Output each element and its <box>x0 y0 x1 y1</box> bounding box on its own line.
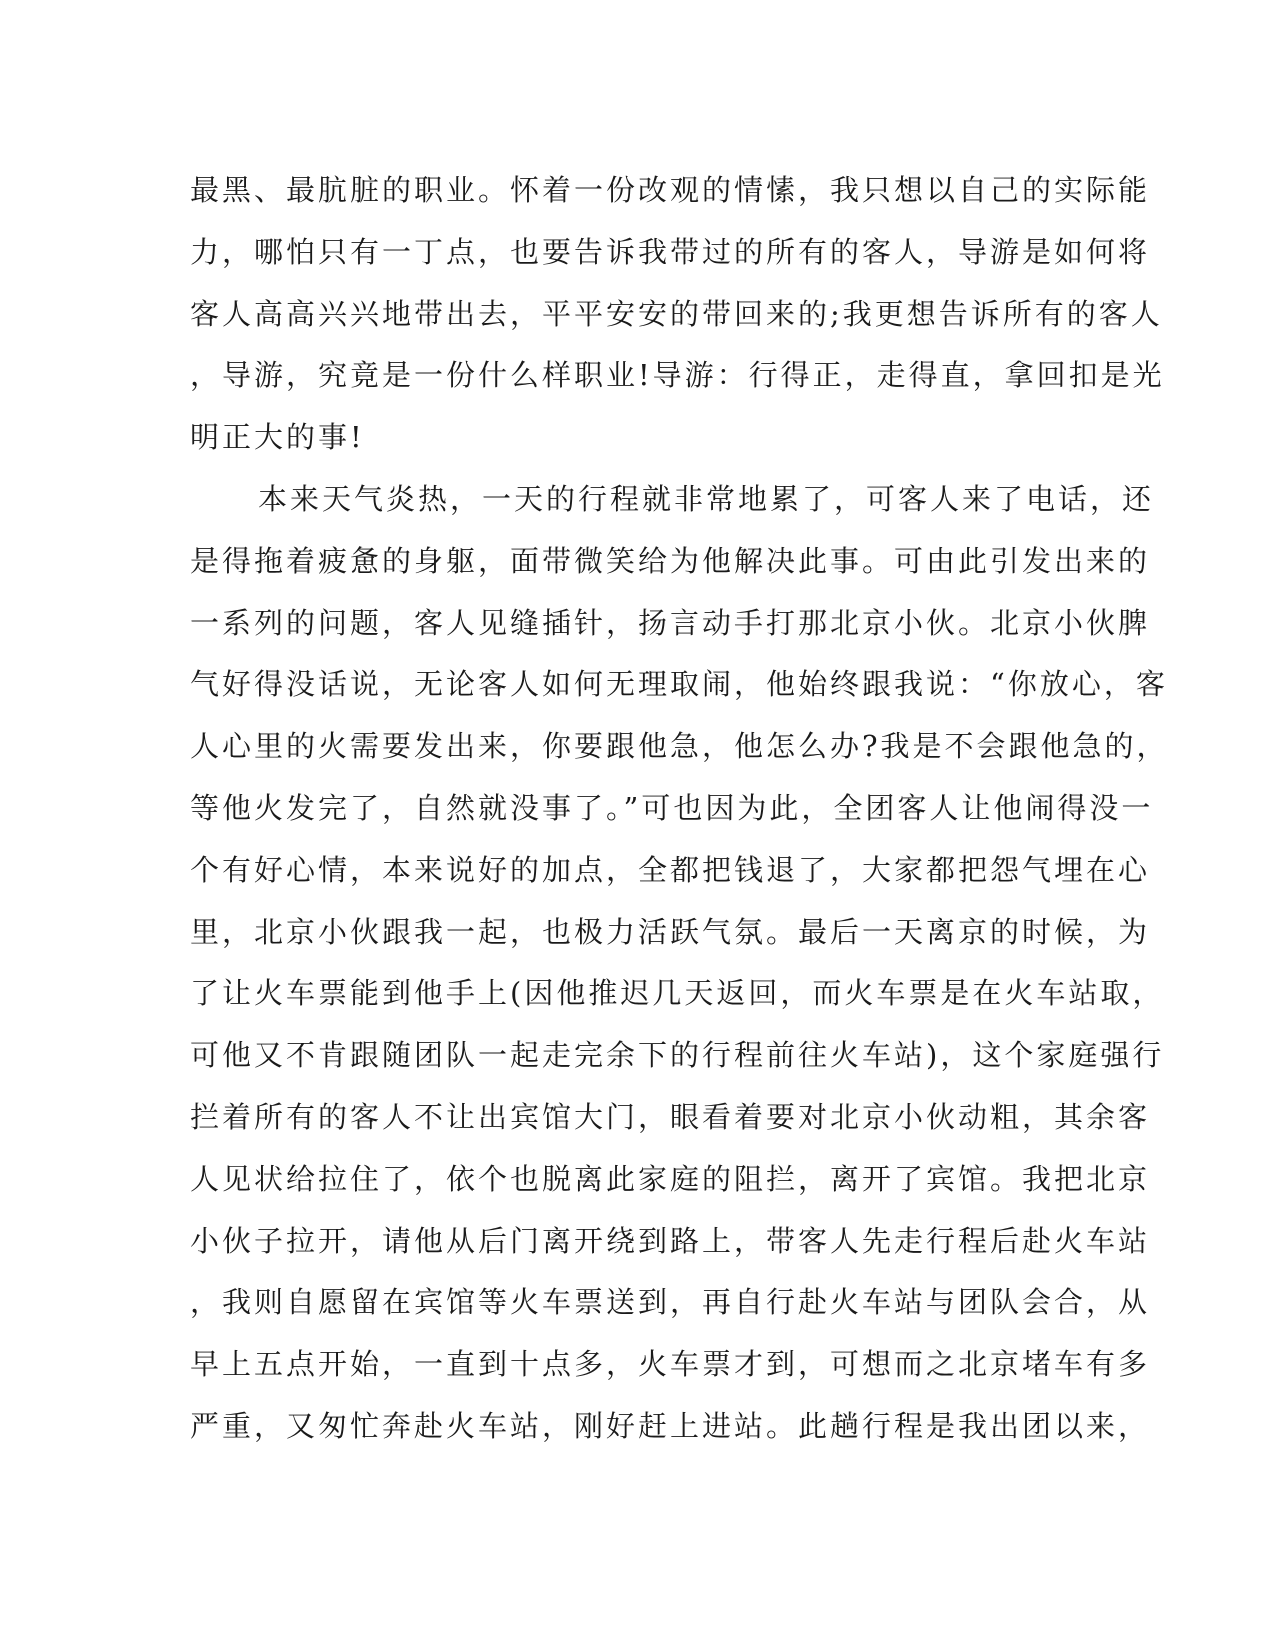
text-line: 最黑、最肮脏的职业。怀着一份改观的情愫，我只想以自己的实际能 <box>190 173 1151 207</box>
text-line: 力，哪怕只有一丁点，也要告诉我带过的所有的客人，导游是如何将 <box>190 234 1151 269</box>
text-line: 小伙子拉开，请他从后门离开绕到路上，带客人先走行程后赴火车站 <box>190 1223 1151 1258</box>
text-line: 严重，又匆忙奔赴火车站，刚好赶上进站。此趟行程是我出团以来， <box>190 1408 1151 1443</box>
text-line: 一系列的问题，客人见缝插针，扬言动手打那北京小伙。北京小伙脾 <box>190 605 1151 640</box>
text-line: 客人高高兴兴地带出去，平平安安的带回来的;我更想告诉所有的客人 <box>190 296 1163 331</box>
text-line: 里，北京小伙跟我一起，也极力活跃气氛。最后一天离京的时候，为 <box>190 914 1151 949</box>
text-line: 是得拖着疲惫的身躯，面带微笑给为他解决此事。可由此引发出来的 <box>190 543 1151 578</box>
paragraph-2 <box>190 469 1169 1458</box>
text-line: 人见状给拉住了，依个也脱离此家庭的阻拦，离开了宾馆。我把北京 <box>190 1161 1151 1196</box>
text-line: 拦着所有的客人不让出宾馆大门，眼看着要对北京小伙动粗，其余客 <box>190 1099 1151 1134</box>
text-line: ，我则自愿留在宾馆等火车票送到，再自行赴火车站与团队会合，从 <box>190 1285 1151 1320</box>
text-line: 早上五点开始，一直到十点多，火车票才到，可想而之北京堵车有多 <box>190 1347 1151 1382</box>
text-line: ，导游，究竟是一份什么样职业!导游：行得正，走得直，拿回扣是光 <box>190 358 1165 393</box>
body-text <box>190 160 1169 1458</box>
text-line: 明正大的事! <box>190 420 365 455</box>
text-line: 本来天气炎热，一天的行程就非常地累了，可客人来了电话，还 <box>258 481 1155 516</box>
paragraph-1 <box>190 160 1165 469</box>
text-line: 个有好心情，本来说好的加点，全都把钱退了，大家都把怨气埋在心 <box>190 852 1151 887</box>
text-line: 人心里的火需要发出来，你要跟他急，他怎么办?我是不会跟他急的， <box>190 729 1169 764</box>
text-line: 气好得没话说，无论客人如何无理取闹，他始终跟我说：“你放心，客 <box>190 667 1168 702</box>
text-line: 等他火发完了，自然就没事了。”可也因为此，全团客人让他闹得没一 <box>190 790 1154 825</box>
text-line: 了让火车票能到他手上(因他推迟几天返回，而火车票是在火车站取， <box>190 976 1165 1011</box>
text-line: 可他又不肯跟随团队一起走完余下的行程前往火车站)，这个家庭强行 <box>190 1038 1165 1073</box>
